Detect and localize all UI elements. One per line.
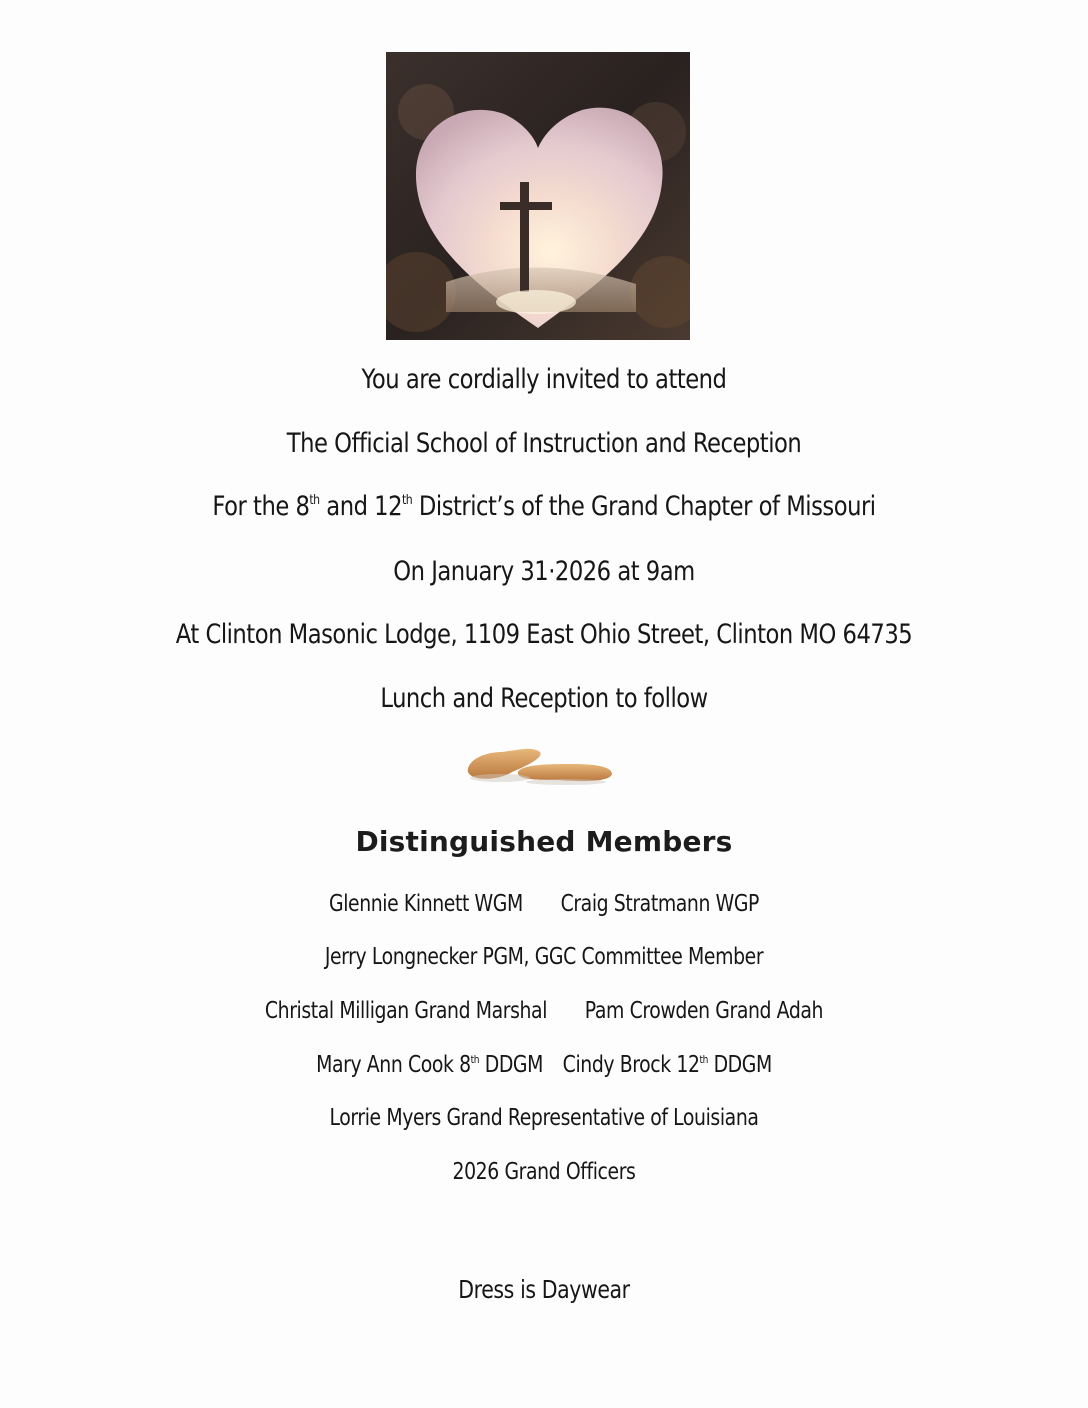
dress-code: Dress is Daywear xyxy=(458,1275,630,1304)
event-location: At Clinton Masonic Lodge, 1109 East Ohio Street, Clinton MO 64735 xyxy=(175,619,913,650)
districts-line: For the 8th and 12th District’s of the Grand Chapter of Missouri xyxy=(212,491,876,522)
cookie-icon xyxy=(462,738,618,788)
members-heading: Distinguished Members xyxy=(355,825,733,858)
member-name: Glennie Kinnett WGM xyxy=(328,891,523,917)
member-row xyxy=(98,891,990,917)
member-name: Craig Stratmann WGP xyxy=(560,891,760,917)
invitation-line: You are cordially invited to attend xyxy=(361,364,727,395)
member-name: Pam Crowden Grand Adah xyxy=(584,998,824,1024)
member-row: Lorrie Myers Grand Representative of Louisiana xyxy=(329,1105,759,1131)
heart-cross-image xyxy=(386,52,690,340)
member-row: 2026 Grand Officers xyxy=(452,1159,636,1185)
member-name: Christal Milligan Grand Marshal xyxy=(264,998,548,1024)
event-date: On January 31·2026 at 9am xyxy=(393,556,695,587)
event-title: The Official School of Instruction and Reception xyxy=(286,428,802,459)
member-row: Jerry Longnecker PGM, GGC Committee Member xyxy=(324,944,764,970)
member-row xyxy=(98,998,990,1024)
member-row xyxy=(98,1052,990,1078)
member-name: Cindy Brock 12th DDGM xyxy=(562,1052,772,1078)
lunch-note: Lunch and Reception to follow xyxy=(380,683,708,714)
member-name: Mary Ann Cook 8th DDGM xyxy=(316,1052,544,1078)
